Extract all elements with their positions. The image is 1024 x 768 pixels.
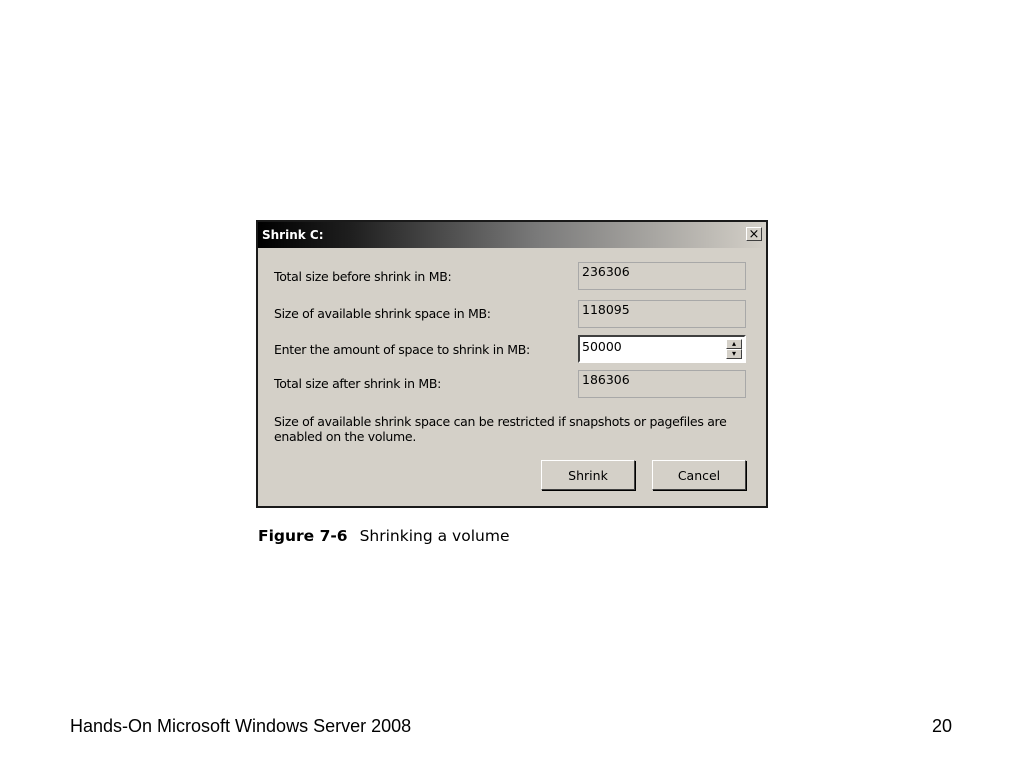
spin-down-button[interactable]: [726, 349, 742, 359]
total-size-before-field: 236306: [578, 262, 746, 290]
footer-book-title: Hands-On Microsoft Windows Server 2008: [70, 716, 412, 736]
shrink-amount-value: 50000: [582, 339, 622, 354]
close-button[interactable]: [746, 227, 762, 241]
total-size-after-field: 186306: [578, 370, 746, 398]
available-shrink-field: 118095: [578, 300, 746, 328]
arrow-up-icon: ▴: [731, 339, 736, 348]
available-shrink-label: Size of available shrink space in MB:: [274, 306, 491, 321]
dialog-title: Shrink C:: [262, 228, 324, 242]
shrink-note: Size of available shrink space can be restricted if snapshots or pagefiles are enabled on the volume.: [274, 414, 727, 444]
shrink-button[interactable]: Shrink: [541, 460, 635, 490]
total-size-before-label: Total size before shrink in MB:: [274, 269, 452, 284]
shrink-amount-label: Enter the amount of space to shrink in MB:: [274, 342, 530, 357]
shrink-amount-input[interactable]: [578, 335, 746, 363]
footer-page-number: 20: [932, 716, 953, 736]
shrink-amount-spinner[interactable]: [726, 339, 742, 359]
figure-number: Figure 7-6: [258, 527, 348, 545]
figure-caption: [258, 527, 509, 545]
close-icon: ×: [748, 226, 760, 242]
total-size-after-label: Total size after shrink in MB:: [274, 376, 442, 391]
figure-text: Shrinking a volume: [359, 527, 510, 545]
shrink-dialog: [256, 220, 768, 508]
spin-up-button[interactable]: [726, 339, 742, 349]
dialog-titlebar[interactable]: [258, 222, 766, 248]
arrow-down-icon: ▾: [731, 349, 736, 358]
cancel-button[interactable]: Cancel: [652, 460, 746, 490]
